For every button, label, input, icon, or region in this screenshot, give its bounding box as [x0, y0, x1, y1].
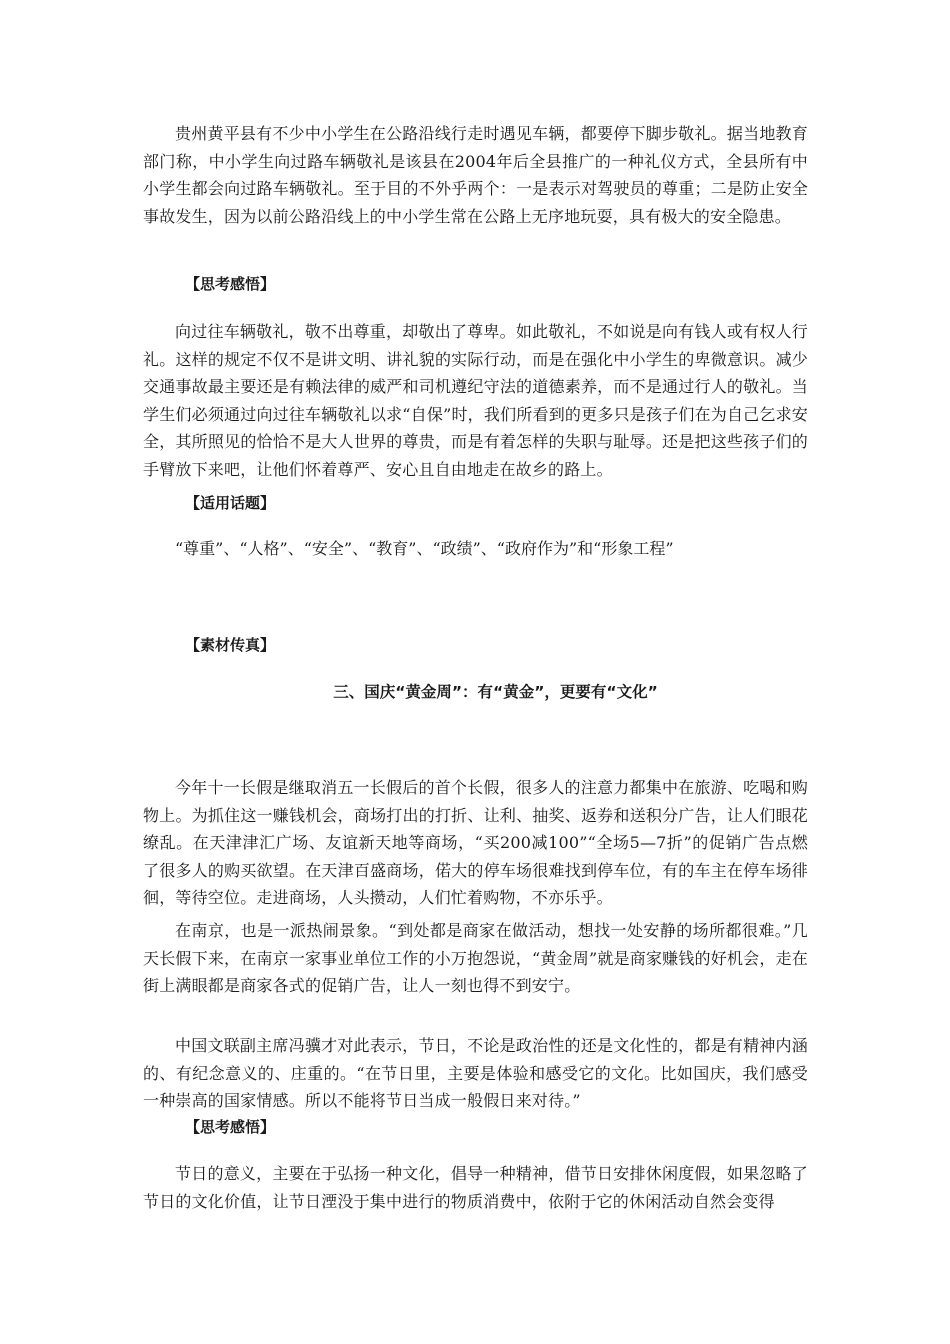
paragraph-huangping-salute: 贵州黄平县有不少中小学生在公路沿线行走时遇见车辆，都要停下脚步敬礼。据当地教育部门称，中小学生向过路车辆敬礼是该县在2004年后全县推广的一种礼仪方式，全县所有中小学生都会向过路车辆敬礼。至于目的不外乎两个：一是表示对驾驶员的尊重；二是防止安全事故发生，因为以前公路沿线上的中小学生常在公路上无序地玩耍，具有极大的安全隐患。 [143, 124, 808, 226]
heading-reflection-1: 【思考感悟】 [185, 275, 276, 293]
section-title-golden-week: 三、国庆“黄金周”：有“黄金”，更要有“文化” [333, 683, 658, 701]
paragraph-feng-jicai: 中国文联副主席冯骥才对此表示，节日，不论是政治性的还是文化性的，都是有精神内涵的、有纪念意义的、庄重的。“在节日里，主要是体验和感受它的文化。比如国庆，我们感受一种崇高的国家情感。所以不能将节日当成一般假日来对待。” [143, 1036, 808, 1110]
paragraph-nanjing: 在南京，也是一派热闹景象。“到处都是商家在做活动，想找一处安静的场所都很难。”几天长假下来，在南京一家事业单位工作的小万抱怨说，“黄金周”就是商家赚钱的好机会，走在街上满眼都是商家各式的促销广告，让人一刻也得不到安宁。 [143, 921, 808, 995]
paragraph-reflection-1: 向过往车辆敬礼，敬不出尊重，却敬出了尊卑。如此敬礼，不如说是向有钱人或有权人行礼。这样的规定不仅不是讲文明、讲礼貌的实际行动，而是在强化中小学生的卑微意识。减少交通事故最主要还是有赖法律的威严和司机遵纪守法的道德素养，而不是通过行人的敬礼。当学生们必须通过向过往车辆敬礼以求“自保”时，我们所看到的更多只是孩子们在为自己乞求安全，其所照见的恰恰不是大人世界的尊贵，而是有着怎样的失职与耻辱。还是把这些孩子们的手臂放下来吧，让他们怀着尊严、安心且自由地走在故乡的路上。 [143, 322, 808, 479]
paragraph-reflection-2: 节日的意义，主要在于弘扬一种文化，倡导一种精神，借节日安排休闲度假，如果忽略了节日的文化价值，让节日湮没于集中进行的物质消费中，依附于它的休闲活动自然会变得 [143, 1164, 808, 1211]
heading-reflection-2: 【思考感悟】 [185, 1118, 276, 1136]
heading-material: 【素材传真】 [185, 636, 276, 654]
applicable-topics-list: “尊重”、“人格”、“安全”、“教育”、“政绩”、“政府作为”和“形象工程” [175, 539, 674, 558]
heading-applicable-topics: 【适用话题】 [185, 494, 276, 512]
paragraph-golden-week-shopping: 今年十一长假是继取消五一长假后的首个长假，很多人的注意力都集中在旅游、吃喝和购物上。为抓住这一赚钱机会，商场打出的打折、让利、抽奖、返券和送积分广告，让人们眼花缭乱。在天津津汇广场、友谊新天地等商场，“买200减100”“全场5—7折”的促销广告点燃了很多人的购买欲望。在天津百盛商场，偌大的停车场很难找到停车位，有的车主在停车场徘徊，等待空位。走进商场，人头攒动，人们忙着购物，不亦乐乎。 [143, 778, 808, 907]
